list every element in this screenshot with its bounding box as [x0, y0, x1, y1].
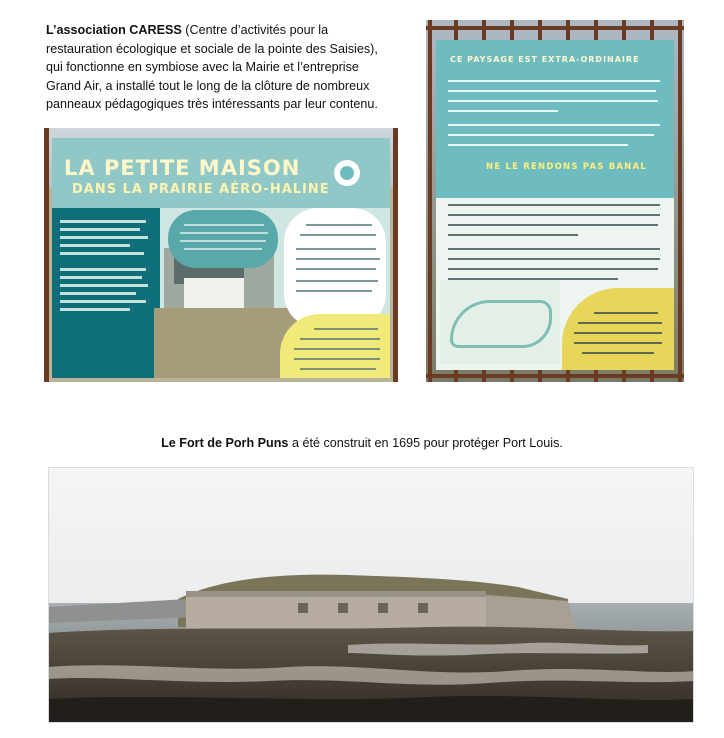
sign-text-line	[300, 368, 376, 370]
photo-fort-porh-puns	[48, 467, 694, 723]
sign-text-line	[448, 100, 658, 102]
fence-rail	[426, 26, 684, 30]
sign-text-line	[60, 244, 130, 247]
fence-post	[44, 128, 49, 382]
sign-text-line	[594, 312, 658, 314]
sign-text-line	[448, 124, 660, 126]
fort-caption	[0, 436, 724, 450]
sign-text-line	[448, 248, 660, 250]
fort-embrasure	[418, 603, 428, 613]
fort-embrasure	[338, 603, 348, 613]
sign-text-line	[60, 220, 146, 223]
foreground-rocks	[48, 696, 694, 723]
sign-text-line	[60, 300, 146, 303]
fence-post	[393, 128, 398, 382]
sign-text-line	[448, 134, 654, 136]
sign-text-line	[448, 214, 660, 216]
sign-text-line	[296, 290, 372, 292]
sign-text-line	[574, 342, 662, 344]
sign-text-line	[448, 90, 656, 92]
sign-text-line	[448, 144, 628, 146]
intro-paragraph	[46, 21, 391, 114]
sign-speech-bubble	[168, 210, 278, 268]
intro-bold: L’association CARESS	[46, 23, 182, 37]
sign-text-line	[448, 234, 578, 236]
fort-landscape-illustration	[48, 467, 694, 723]
sign-text-line	[60, 292, 136, 295]
sign-text-line	[60, 252, 144, 255]
sign-subheading: NE LE RENDONS PAS BANAL	[486, 162, 647, 172]
photo-paysage-sign	[426, 20, 684, 382]
sign-text-line	[296, 248, 376, 250]
sign-text-line	[180, 240, 266, 242]
sign-text-line	[448, 268, 658, 270]
sign-text-line	[306, 224, 372, 226]
sign-text-line	[296, 280, 378, 282]
sign-text-line	[448, 110, 558, 112]
sign-text-line	[448, 80, 660, 82]
sign-text-line	[184, 224, 264, 226]
intro-text: (Centre d’activités pour la restauration écologique et sociale de la pointe des Saisies), qui fonctionne en symbiose avec la Mairie et l’entreprise Grand Air, a installé tout le long de la clôture de nombreux panneaux pédagogiques très intéressants par leur contenu.	[46, 23, 378, 111]
fort-embrasure	[298, 603, 308, 613]
caress-logo-inner	[340, 166, 354, 180]
sign-text-line	[448, 258, 660, 260]
sign-text-line	[60, 276, 142, 279]
sign-text-line	[578, 322, 662, 324]
sign-text-line	[314, 328, 378, 330]
fort-embrasure	[378, 603, 388, 613]
sign-text-line	[60, 268, 146, 271]
sign-text-line	[582, 352, 654, 354]
sign-text-line	[300, 234, 376, 236]
sign-heading: CE PAYSAGE EST EXTRA-ORDINAIRE	[450, 55, 640, 64]
fence-post	[428, 20, 432, 382]
caption-bold: Le Fort de Porh Puns	[161, 436, 289, 450]
sign-text-line	[448, 224, 658, 226]
sign-text-line	[184, 248, 262, 250]
fort-parapet	[186, 591, 486, 597]
fence-post	[678, 20, 682, 382]
photo-petite-maison-sign	[44, 128, 398, 382]
sign-text-line	[300, 338, 380, 340]
sign-text-line	[574, 332, 662, 334]
sign-text-line	[60, 228, 140, 231]
sign-text-line	[294, 358, 380, 360]
sign-text-line	[60, 308, 130, 311]
sign-text-line	[296, 268, 376, 270]
map-route-outline	[450, 300, 552, 348]
sign-title-line2: DANS LA PRAIRIE AÉRO-HALINE	[72, 182, 330, 197]
sign-text-line	[60, 236, 148, 239]
sign-text-line	[60, 284, 148, 287]
sign-text-line	[294, 348, 380, 350]
sign-text-line	[448, 204, 660, 206]
sign-title-line1: LA PETITE MAISON	[64, 156, 301, 180]
caption-text: a été construit en 1695 pour protéger Port Louis.	[288, 436, 563, 450]
sign-text-line	[180, 232, 268, 234]
fence-rail	[426, 374, 684, 378]
sign-text-line	[296, 258, 380, 260]
